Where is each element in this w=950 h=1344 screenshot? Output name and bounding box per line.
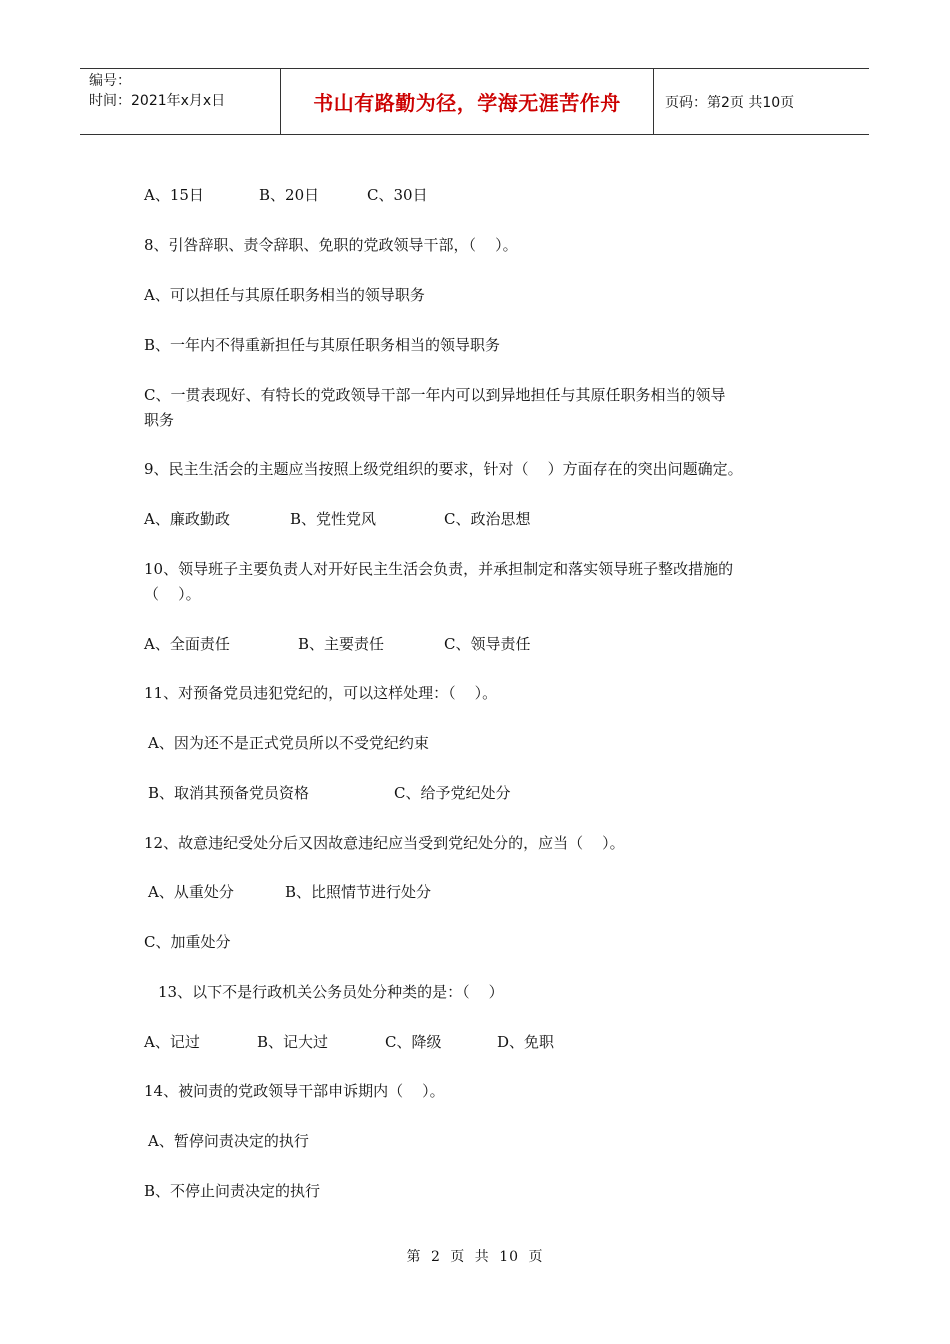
q10-stem-line2: （ ）。 xyxy=(144,585,201,603)
q8-stem: 8、引咎辞职、责令辞职、免职的党政领导干部，（ ）。 xyxy=(144,236,518,254)
header-motto: 书山有路勤为径，学海无涯苦作舟 xyxy=(281,69,654,134)
q8-option-c-line1: C、一贯表现好、有特长的党政领导干部一年内可以到异地担任与其原任职务相当的领导 xyxy=(144,386,726,404)
q9-stem: 9、民主生活会的主题应当按照上级党组织的要求，针对（ ）方面存在的突出问题确定。 xyxy=(144,460,743,478)
q7-option-b: B、20日 xyxy=(259,186,320,204)
q10-option-a: A、全面责任 xyxy=(144,635,230,653)
q8-option-c-line2: 职务 xyxy=(144,411,175,429)
q11-option-a: A、因为还不是正式党员所以不受党纪约束 xyxy=(148,734,429,752)
q12-option-c: C、加重处分 xyxy=(144,933,231,951)
q9-option-b: B、党性党风 xyxy=(290,510,377,528)
q13-option-a: A、记过 xyxy=(144,1033,200,1051)
q13-option-c: C、降级 xyxy=(385,1033,442,1051)
q9-option-a: A、廉政勤政 xyxy=(144,510,230,528)
header-meta xyxy=(80,69,281,134)
q11-stem: 11、对预备党员违犯党纪的，可以这样处理：（ ）。 xyxy=(144,684,498,702)
q9-option-c: C、政治思想 xyxy=(444,510,531,528)
q10-option-b: B、主要责任 xyxy=(298,635,385,653)
q12-stem: 12、故意违纪受处分后又因故意违纪应当受到党纪处分的，应当（ ）。 xyxy=(144,834,625,852)
page-header xyxy=(80,68,869,135)
page-footer: 第 2 页 共 10 页 xyxy=(406,1249,544,1265)
q7-option-a: A、15日 xyxy=(144,186,204,204)
q10-option-c: C、领导责任 xyxy=(444,635,531,653)
q13-option-b: B、记大过 xyxy=(257,1033,329,1051)
q8-option-a: A、可以担任与其原任职务相当的领导职务 xyxy=(144,286,425,304)
q7-option-c: C、30日 xyxy=(367,186,428,204)
q13-option-d: D、免职 xyxy=(497,1033,555,1051)
q11-option-b: B、取消其预备党员资格 xyxy=(148,784,310,802)
q12-option-a: A、从重处分 xyxy=(148,883,234,901)
q14-stem: 14、被问责的党政领导干部申诉期内（ ）。 xyxy=(144,1082,445,1100)
number-label: 编号： xyxy=(89,73,131,89)
q13-stem: 13、以下不是行政机关公务员处分种类的是：（ ） xyxy=(158,983,504,1001)
header-page-info: 页码：第2页 共10页 xyxy=(665,94,795,111)
q14-option-a: A、暂停问责决定的执行 xyxy=(148,1132,309,1150)
q14-option-b: B、不停止问责决定的执行 xyxy=(144,1182,321,1200)
q10-stem-line1: 10、领导班子主要负责人对开好民主生活会负责，并承担制定和落实领导班子整改措施的 xyxy=(144,560,734,578)
q11-option-c: C、给予党纪处分 xyxy=(394,784,511,802)
q12-option-b: B、比照情节进行处分 xyxy=(285,883,432,901)
time-label: 时间：2021年x月x日 xyxy=(89,93,226,109)
q8-option-b: B、一年内不得重新担任与其原任职务相当的领导职务 xyxy=(144,336,501,354)
